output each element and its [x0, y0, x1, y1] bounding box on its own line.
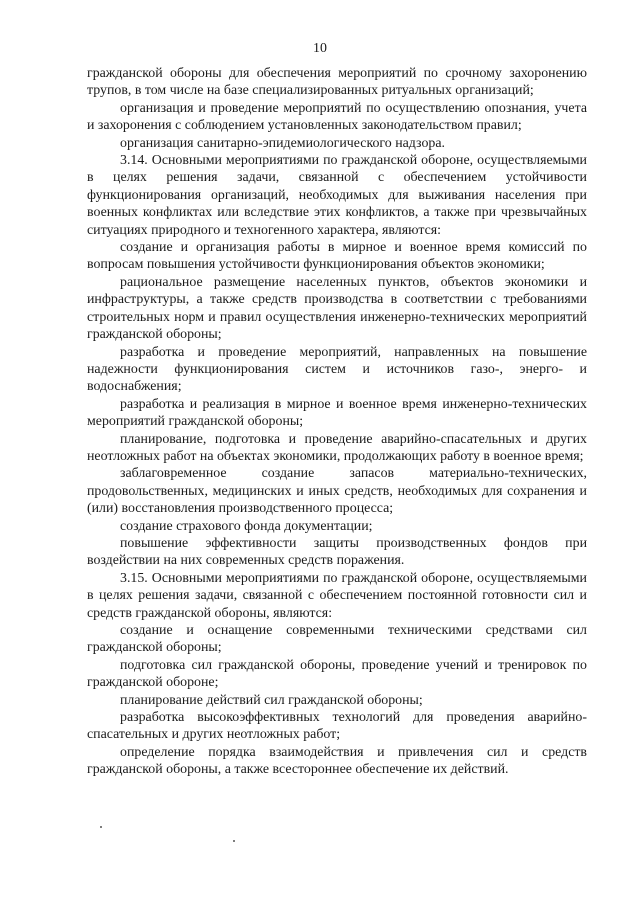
paragraph: организация и проведение мероприятий по осуществлению опознания, учета и захоронения с соблюдением установленных законодательством правил;: [87, 100, 587, 134]
paragraph: 3.15. Основными мероприятиями по гражданской обороне, осуществляемыми в целях решения задачи, связанной с обеспечением постоянной готовности сил и средств гражданской обороны, являются:: [87, 570, 587, 621]
paragraph: разработка высокоэффективных технологий для проведения аварийно-спасательных и других неотложных работ;: [87, 710, 587, 743]
paragraph: создание и организация работы в мирное и военное время комиссий по вопросам повышения устойчивости функционирования объектов экономики;: [87, 240, 587, 273]
scan-speck: [233, 840, 235, 842]
paragraph: повышение эффективности защиты производственных фондов при воздействии на них современных средств поражения.: [87, 535, 587, 569]
paragraph: гражданской обороны для обеспечения мероприятий по срочному захоронению трупов, в том числе на базе специализированных ритуальных организаций;: [87, 66, 587, 99]
page-number: 10: [313, 41, 327, 56]
paragraph: организация санитарно-эпидемиологического надзора.: [120, 135, 445, 151]
paragraph: рациональное размещение населенных пунктов, объектов экономики и инфраструктуры, а также средств производства в соответствии с требованиями строительных норм и правил осуществления инженерно-технических мероприятий гражданской обороны;: [87, 274, 587, 343]
paragraph: планирование действий сил гражданской обороны;: [120, 692, 423, 708]
paragraph: определение порядка взаимодействия и привлечения сил и средств гражданской обороны, а также всестороннее обеспечение их действий.: [87, 744, 587, 778]
paragraph: разработка и реализация в мирное и военное время инженерно-технических мероприятий гражданской обороны;: [87, 396, 587, 430]
scan-speck: [100, 826, 102, 828]
paragraph: разработка и проведение мероприятий, направленных на повышение надежности функционирования систем и источников газо-, энерго- и водоснабжения;: [87, 344, 587, 395]
paragraph: планирование, подготовка и проведение аварийно-спасательных и других неотложных работ на объектах экономики, продолжающих работу в военное время;: [87, 431, 587, 464]
paragraph: создание страхового фонда документации;: [120, 518, 373, 534]
document-body: [87, 65, 587, 779]
paragraph: заблаговременное создание запасов материально-технических, продовольственных, медицинских и иных средств, необходимых для сохранения и (или) восстановления производственного процесса;: [87, 466, 587, 517]
paragraph: подготовка сил гражданской обороны, проведение учений и тренировок по гражданской обороне;: [87, 657, 587, 691]
paragraph: создание и оснащение современными техническими средствами сил гражданской обороны;: [87, 623, 587, 656]
paragraph: 3.14. Основными мероприятиями по гражданской обороне, осуществляемыми в целях решения задачи, связанной с обеспечением устойчивости функционирования организаций, необходимых для выживания населения при военных конфликтах или вследствие этих конфликтов, а также при чрезвычайных ситуациях природного и техногенного характера, являются:: [87, 153, 587, 238]
